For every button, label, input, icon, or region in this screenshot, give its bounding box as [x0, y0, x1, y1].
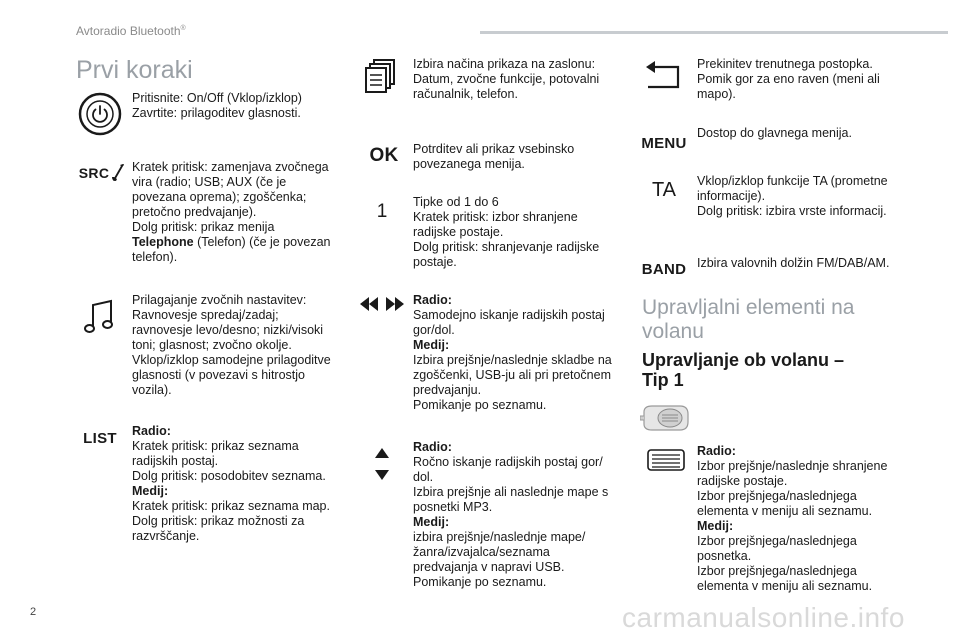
audio-settings-description: Prilagajanje zvočnih nastavitev: Ravnovesje spredaj/zadaj; ravnovesje levo/desno; nizki/visoki toni; glasnost; zvočno okolje. Vklop/izklop samodejne prilagoditve glasnosti (v povezavi s hitrostjo vozila).: [132, 293, 331, 397]
band-description: Izbira valovnih dolžin FM/DAB/AM.: [697, 256, 890, 270]
ta-button-icon: TA: [651, 178, 677, 201]
band-button-icon: BAND: [641, 260, 687, 278]
back-arrow-icon: [644, 60, 684, 94]
watermark: carmanualsonline.info: [622, 602, 905, 633]
src-description: Kratek pritisk: zamenjava zvočnega vira (radio; USB; AUX (če je povezana oprema); zgoščenka; pretočno predvajanje). Dolg pritisk: prikaz menija Telephone (Telefon) (če je povezan telefon).: [132, 160, 331, 264]
presets-description: Tipke od 1 do 6 Kratek pritisk: izbor shranjene radijske postaje. Dolg pritisk: shranjevanje radijske postaje.: [413, 195, 600, 269]
back-description: Prekinitev trenutnega postopka. Pomik gor za eno raven (meni ali mapo).: [697, 57, 880, 101]
steering-controls-heading: Upravljalni elementi na volanu: [642, 296, 855, 343]
page-number: 2: [30, 606, 37, 618]
updown-description: Radio: Ročno iskanje radijskih postaj gor/ dol. Izbira prejšnje ali naslednje mape s posnetki MP3. Medij: izbira prejšnje/naslednje mape/ žanra/izvajalca/seznama predvajanja v napravi USB. Pomikanje po seznamu.: [413, 440, 609, 589]
thumbwheel-description: Radio: Izbor prejšnje/naslednje shranjene radijske postaje. Izbor prejšnjega/naslednjega elementa v meniju ali seznamu. Medij: Izbor prejšnjega/naslednjega posnetka. Izbor prejšnjega/naslednjega elementa v meniju ali seznamu.: [697, 444, 888, 593]
src-phone-icon: SRC: [78, 162, 126, 184]
list-description: Radio: Kratek pritisk: prikaz seznama radijskih postaj. Dolg pritisk: posodobitev seznama. Medij: Kratek pritisk: prikaz seznama map. Dolg pritisk: prikaz možnosti za razvrščanje.: [132, 424, 330, 543]
music-note-icon: [82, 298, 116, 336]
header-rule: [480, 31, 948, 34]
preset-button-icon: 1: [376, 201, 388, 222]
section-title: Prvi koraki: [76, 56, 193, 84]
display-mode-icon: [364, 58, 398, 96]
menu-button-icon: MENU: [641, 134, 687, 152]
ta-description: Vklop/izklop funkcije TA (prometne informacije). Dolg pritisk: izbira vrste informacij.: [697, 174, 888, 218]
list-button-icon: LIST: [83, 429, 117, 447]
ok-button-icon: OK: [369, 145, 399, 166]
seek-arrows-icon: [358, 294, 406, 314]
ok-description: Potrditev ali prikaz vsebinsko povezanega menija.: [413, 142, 575, 171]
display-mode-description: Izbira načina prikaza na zaslonu: Datum, zvočne funkcije, potovalni računalnik, telefon.: [413, 57, 600, 101]
steering-control-stalk-icon: [640, 402, 692, 434]
seek-description: Radio: Samodejno iskanje radijskih postaj gor/dol. Medij: Izbira prejšnje/naslednje skladbe na zgoščenki, USB-ju ali pri pretočnem predvajanju. Pomikanje po seznamu.: [413, 293, 612, 412]
up-down-arrows-icon: [372, 446, 392, 482]
power-description: Pritisnite: On/Off (Vklop/izklop) Zavrtite: prilagoditev glasnosti.: [132, 91, 302, 120]
thumbwheel-icon: [646, 448, 686, 472]
menu-description: Dostop do glavnega menija.: [697, 126, 852, 140]
power-knob-icon: [78, 92, 122, 136]
steering-type-heading: Upravljanje ob volanu – Tip 1: [642, 350, 845, 390]
running-header: Avtoradio Bluetooth®: [76, 24, 186, 38]
